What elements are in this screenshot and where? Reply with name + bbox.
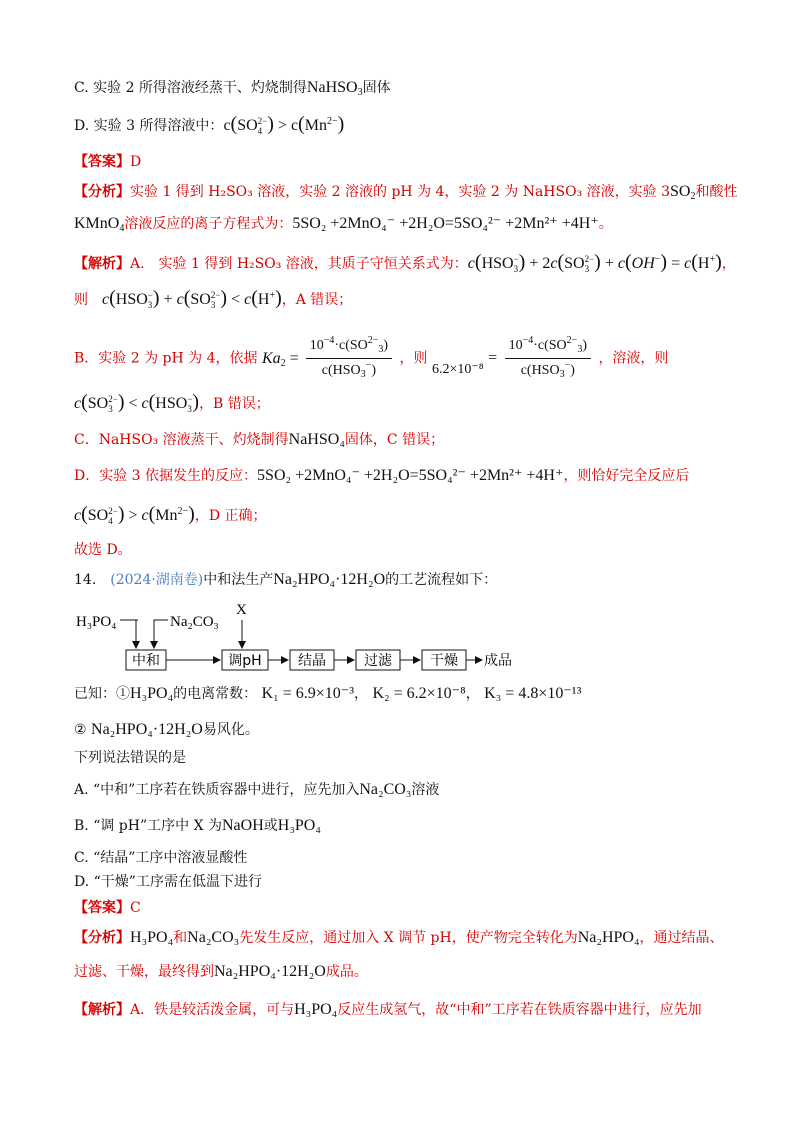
q14-known-1: 已知：①H₃PO₄的电离常数： K₁ = 6.9×10⁻³， K₂ = 6.2×10⁻⁸， K₃ = 4.8×10⁻¹³ [74,685,582,702]
q13-answer: 【答案】D [74,154,142,170]
q13-explain-d1: D．实验 3 依据发生的反应：5SO₂ +2MnO₄⁻ +2H₂O=5SO₄²⁻ +2Mn²⁺ +4H⁺，则恰好完全反应后 [74,467,690,484]
q14-analysis-line2: 过滤、干燥，最终得到Na₂HPO₄·12H₂O成品。 [74,963,368,980]
q14-source: (2024·湖南卷) [110,572,204,588]
svg-text:调pH: 调pH [228,653,262,669]
svg-text:结晶: 结晶 [298,653,326,669]
q14-analysis-line1: 【分析】H₃PO₄和Na₂CO₃先发生反应，通过加入 X 调节 pH，使产物完全转化为Na₂HPO₄，通过结晶、 [74,929,724,946]
q13-analysis-line2: KMnO$_4$溶液反应的离子方程式为：5SO₂ +2MnO₄⁻ +2H₂O=5SO₄²⁻ +2Mn²⁺ +4H⁺。 [74,215,613,234]
q13-explain-b1: B．实验 2 为 pH 为 4，依据 $Ka_2$ = $\frac{10^{-4}\cdot c(SO^{2-}_3)}{c(HSO_3^-)}$ ，则 6.2×10⁻⁸ = $\frac{10^{-4}\cdot c(SO^{2-}_3)}{c(HSO_3^-)}$ ，溶液，则 [74,335,669,380]
q13-conclusion: 故选 D。 [74,542,132,558]
svg-text:中和: 中和 [132,653,160,669]
q13-explain-d2: c(SO 2− 4 ) > $c(Mn^{2-})$，D 正确； [74,503,267,527]
q13-explain-a1: 【解析】A. 实验 1 得到 H₂SO₃ 溶液，其质子守恒关系式为：c(HSO − 3 ) + 2c(SO 2− 3 ) + c(OH−) = c(H+)， [74,251,736,275]
q13-option-c-formula: NaHSO$_3$ [306,79,363,98]
svg-text:干燥: 干燥 [430,653,458,669]
q13-option-d: D. 实验 3 所得溶液中：c(SO 2− 4 ) > $c(Mn^{2-})$ [74,113,345,137]
flow-product: 成品 [484,653,512,669]
q14-answer: 【答案】C [74,900,141,916]
process-flow-diagram [70,600,550,680]
q14-question: 下列说法错误的是 [74,750,186,766]
q14-stem: 14. (2024·湖南卷)中和法生产Na₂HPO₄·12H₂O的工艺流程如下： [74,571,498,588]
q14-option-d: D. “干燥”工序需在低温下进行 [74,874,262,890]
q14-option-b: B. “调 pH”工序中 X 为NaOH或H₃PO₄ [74,817,321,834]
q13-explain-a2: 则 c(HSO − 3 ) + c(SO 2− 3 ) < c(H+)，A 错误； [74,287,353,311]
flow-input-x: X [236,602,247,618]
svg-text:过滤: 过滤 [364,653,392,669]
q13-ionic-equation: 5SO₂ +2MnO₄⁻ +2H₂O=5SO₄²⁻ +2Mn²⁺ +4H⁺ [292,215,599,232]
q13-explain-c: C．NaHSO₃ 溶液蒸干、灼烧制得NaHSO₄固体，C 错误； [74,431,445,448]
q13-explain-b2: c(SO 2− 3 ) < c(HSO − 3 )，B 错误； [74,391,270,415]
q13-analysis-line1: 【分析】实验 1 得到 H₂SO₃ 溶液，实验 2 溶液的 pH 为 4，实验 2 为 NaHSO₃ 溶液，实验 $3SO_2$和酸性 [74,183,738,202]
q14-explain-a: 【解析】A．铁是较活泼金属，可与H₃PO₄反应生成氢气，故“中和”工序若在铁质容器中进行，应先加 [74,1001,702,1018]
q13-option-c: C. 实验 2 所得溶液经蒸干、灼烧制得NaHSO$_3$固体 [74,79,391,98]
flow-input-na2co3: Na₂CO₃ [170,614,219,630]
q14-known-2: ② Na₂HPO₄·12H₂O易风化。 [74,721,259,738]
flow-input-h3po4: H₃PO₄ [76,614,117,630]
q14-option-a: A. “中和”工序若在铁质容器中进行，应先加入Na₂CO₃溶液 [74,781,440,798]
q14-option-c: C. “结晶”工序中溶液显酸性 [74,850,248,866]
